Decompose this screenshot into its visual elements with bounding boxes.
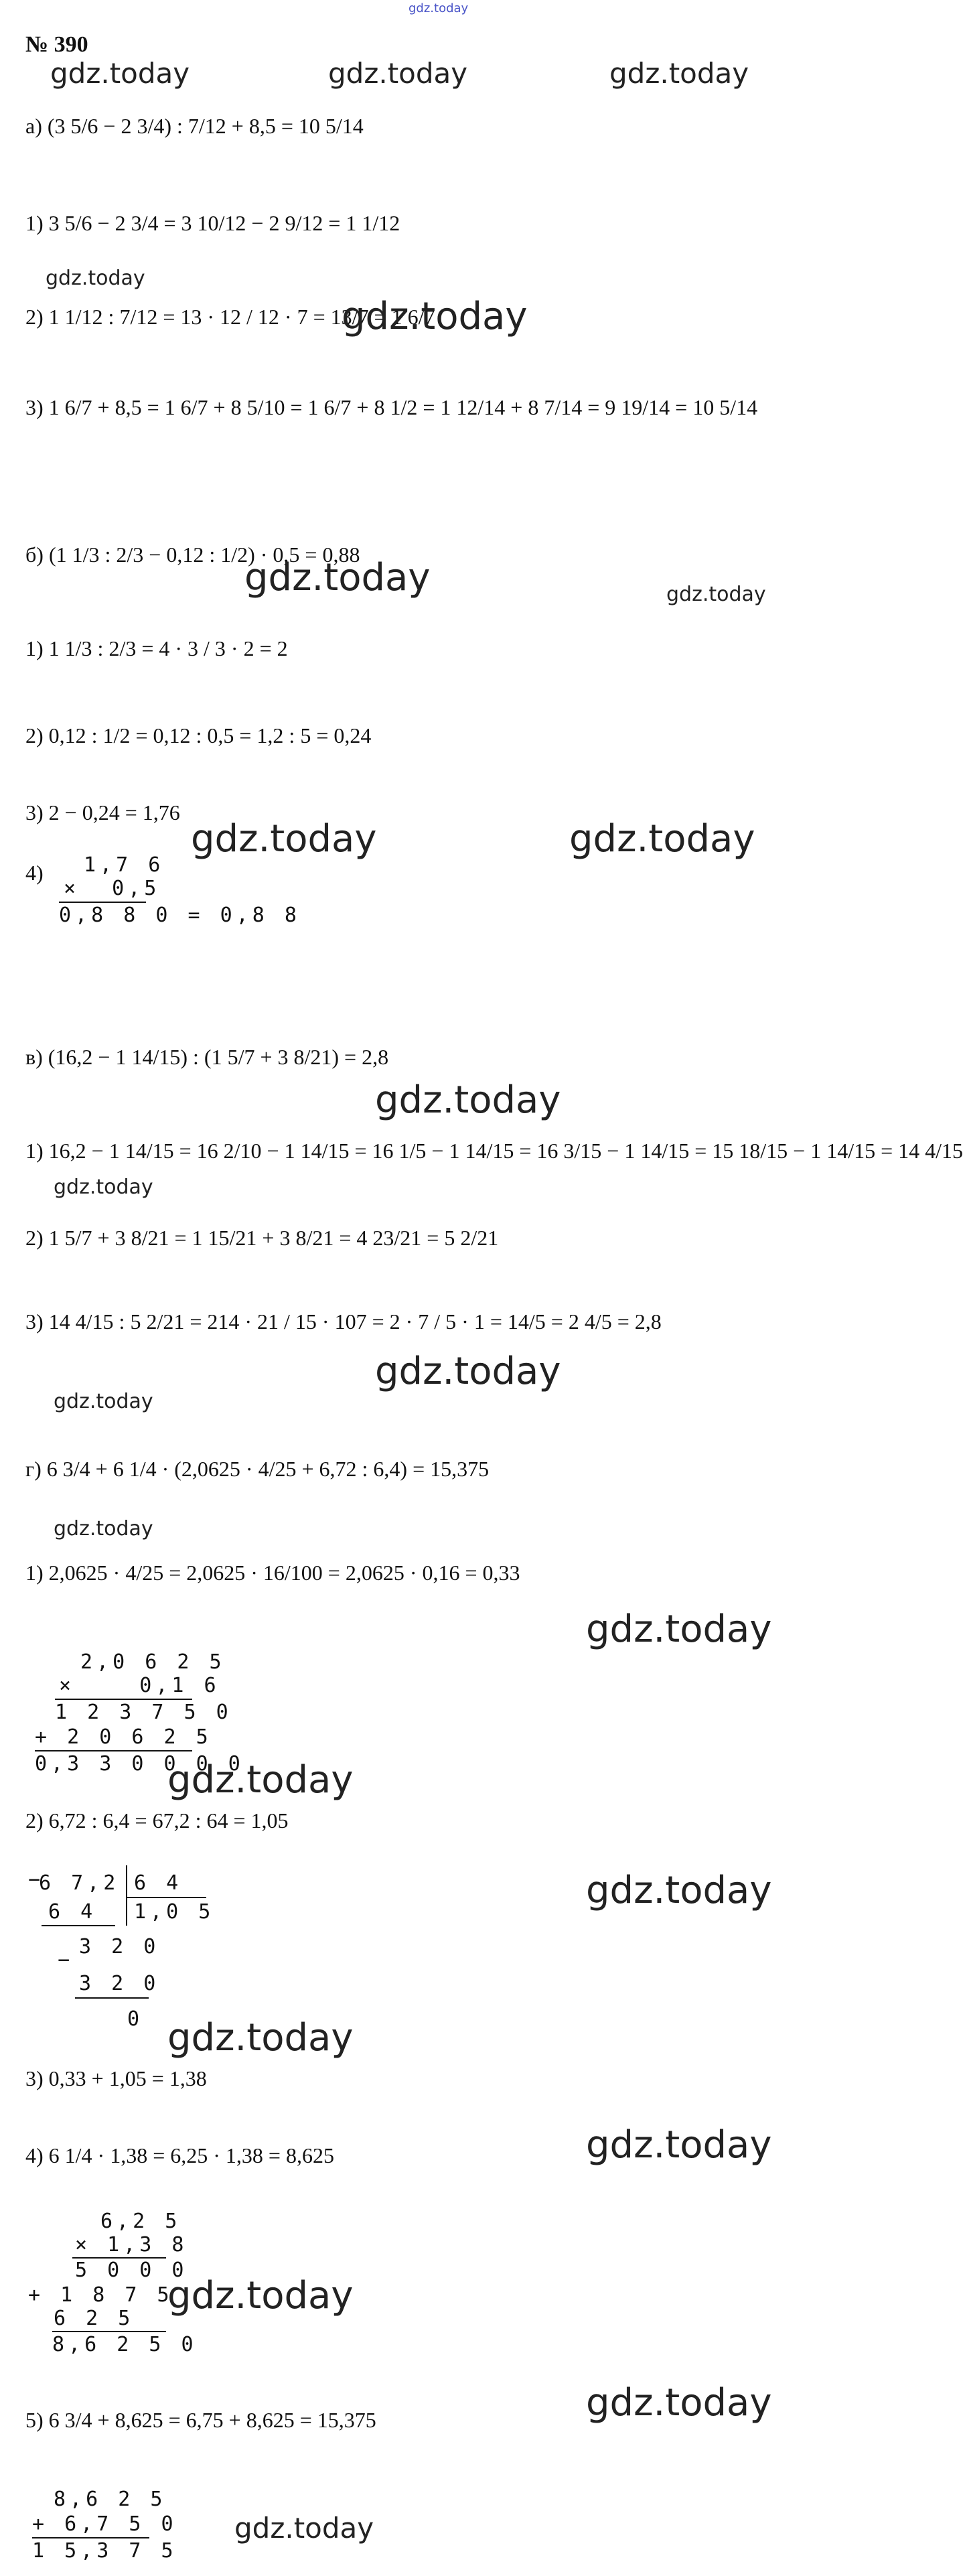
watermark: gdz.today <box>54 1517 153 1541</box>
watermark: gdz.today <box>569 817 755 861</box>
watermark: gdz.today <box>586 2381 772 2425</box>
watermark: gdz.today <box>54 1175 153 1199</box>
part-g-mul1-row-2: × 0,1 6 <box>59 1674 220 1697</box>
part-g-add-rule <box>32 2537 149 2538</box>
part-g-div-sub-1: 6 4 <box>48 1900 97 1924</box>
part-a-step-2: 2) 1 1/12 : 7/12 = 13 · 12 / 12 · 7 = 13/7 = 1 6/7 <box>25 305 435 329</box>
part-g-div-rem-1: 3 2 0 <box>79 1935 160 1958</box>
part-g-mul1-row-5: 0,3 3 0 0 0 0 <box>35 1752 244 1776</box>
part-g-mul2-row-4: + 1 8 7 5 <box>28 2283 173 2307</box>
part-g-mul1-rule-1 <box>55 1699 192 1700</box>
problem-title: № 390 <box>25 32 88 57</box>
part-v-step-2: 2) 1 5/7 + 3 8/21 = 1 15/21 + 3 8/21 = 4 23/21 = 5 2/21 <box>25 1226 499 1250</box>
part-v-task: в) (16,2 − 1 14/15) : (1 5/7 + 3 8/21) = 2,8 <box>25 1045 389 1069</box>
watermark: gdz.today <box>586 1607 772 1651</box>
watermark: gdz.today <box>586 2123 772 2167</box>
watermark: gdz.today <box>54 1390 153 1413</box>
part-g-div-quotient: 1,0 5 <box>134 1900 215 1924</box>
part-b-col-rule <box>59 902 146 903</box>
header-watermark: gdz.today <box>409 1 469 15</box>
watermark: gdz.today <box>375 1078 561 1122</box>
part-g-step-2: 2) 6,72 : 6,4 = 67,2 : 64 = 1,05 <box>25 1808 289 1833</box>
part-b-step-4: 4) <box>25 861 44 885</box>
part-g-mul1-row-1: 2,0 6 2 5 <box>80 1650 226 1674</box>
part-g-mul2-rule-2 <box>52 2331 166 2332</box>
part-g-div-quotient-rule <box>126 1897 206 1898</box>
part-b-step-1: 1) 1 1/3 : 2/3 = 4 · 3 / 3 · 2 = 2 <box>25 636 288 660</box>
watermark: gdz.today <box>167 2274 354 2317</box>
part-g-div-minus-2: − <box>58 1948 74 1972</box>
part-g-add-row-3: 1 5,3 7 5 <box>32 2539 177 2563</box>
part-g-mul2-row-5: 6 2 5 <box>54 2307 135 2330</box>
part-g-add-row-1: 8,6 2 5 <box>54 2488 167 2511</box>
part-g-step-4: 4) 6 1/4 · 1,38 = 6,25 · 1,38 = 8,625 <box>25 2143 334 2167</box>
watermark: gdz.today <box>342 295 528 338</box>
watermark: gdz.today <box>50 57 190 90</box>
watermark: gdz.today <box>191 817 377 861</box>
watermark: gdz.today <box>666 583 766 606</box>
part-g-mul2-row-3: 5 0 0 0 <box>75 2259 188 2282</box>
part-g-div-rule-1 <box>42 1925 115 1926</box>
part-g-mul2-row-6: 8,6 2 5 0 <box>52 2333 198 2356</box>
part-b-step-3: 3) 2 − 0,24 = 1,76 <box>25 800 180 825</box>
part-g-div-rule-2 <box>75 1997 149 1999</box>
watermark: gdz.today <box>375 1350 561 1393</box>
part-b-col-3: 0,8 8 0 = 0,8 8 <box>59 904 301 927</box>
watermark: gdz.today <box>328 57 468 90</box>
part-g-task: г) 6 3/4 + 6 1/4 · (2,0625 · 4/25 + 6,72 : 6,4) = 15,375 <box>25 1457 490 1481</box>
watermark: gdz.today <box>609 57 749 90</box>
part-g-div-rem-2: 0 <box>127 2007 144 2031</box>
part-v-step-1: 1) 16,2 − 1 14/15 = 16 2/10 − 1 14/15 = 16 1/5 − 1 14/15 = 16 3/15 − 1 14/15 = 15 18/15 − 1 14/15 = 14 4/15 <box>25 1139 963 1163</box>
watermark: gdz.today <box>234 2512 374 2545</box>
part-g-mul2-row-1: 6,2 5 <box>100 2210 181 2233</box>
watermark: gdz.today <box>167 1758 354 1802</box>
part-v-step-3: 3) 14 4/15 : 5 2/21 = 214 · 21 / 15 · 107 = 2 · 7 / 5 · 1 = 14/5 = 2 4/5 = 2,8 <box>25 1309 662 1334</box>
watermark: gdz.today <box>46 267 145 290</box>
part-b-col-2: × 0,5 <box>64 877 161 900</box>
part-g-div-divisor: 6 4 <box>134 1871 183 1895</box>
part-b-step-2: 2) 0,12 : 1/2 = 0,12 : 0,5 = 1,2 : 5 = 0,24 <box>25 723 372 747</box>
part-g-div-dividend: 6 7,2 <box>39 1871 120 1895</box>
part-g-add-row-2: + 6,7 5 0 <box>32 2512 177 2536</box>
part-g-mul1-rule-2 <box>35 1750 192 1751</box>
part-g-mul2-row-2: × 1,3 8 <box>75 2233 188 2257</box>
part-b-col-1: 1,7 6 <box>84 853 165 877</box>
part-g-mul1-row-3: 1 2 3 7 5 0 <box>55 1701 232 1724</box>
part-g-div-sub-2: 3 2 0 <box>79 1972 160 1995</box>
part-g-div-bar <box>126 1865 127 1926</box>
part-a-step-3: 3) 1 6/7 + 8,5 = 1 6/7 + 8 5/10 = 1 6/7 + 8 1/2 = 1 12/14 + 8 7/14 = 9 19/14 = 10 5/14 <box>25 395 758 419</box>
watermark: gdz.today <box>244 556 431 599</box>
part-g-mul1-row-4: + 2 0 6 2 5 <box>35 1725 212 1749</box>
watermark: gdz.today <box>167 2016 354 2060</box>
part-g-step-5: 5) 6 3/4 + 8,625 = 6,75 + 8,625 = 15,375 <box>25 2408 376 2432</box>
part-a-step-1: 1) 3 5/6 − 2 3/4 = 3 10/12 − 2 9/12 = 1 1/12 <box>25 211 400 235</box>
part-g-step-3: 3) 0,33 + 1,05 = 1,38 <box>25 2066 207 2090</box>
part-b-task: б) (1 1/3 : 2/3 − 0,12 : 1/2) · 0,5 = 0,88 <box>25 543 360 567</box>
watermark: gdz.today <box>586 1869 772 1912</box>
part-a-task: а) (3 5/6 − 2 3/4) : 7/12 + 8,5 = 10 5/14 <box>25 114 364 138</box>
part-g-div-minus-1: − <box>28 1868 45 1891</box>
part-g-step-1: 1) 2,0625 · 4/25 = 2,0625 · 16/100 = 2,0625 · 0,16 = 0,33 <box>25 1561 520 1585</box>
